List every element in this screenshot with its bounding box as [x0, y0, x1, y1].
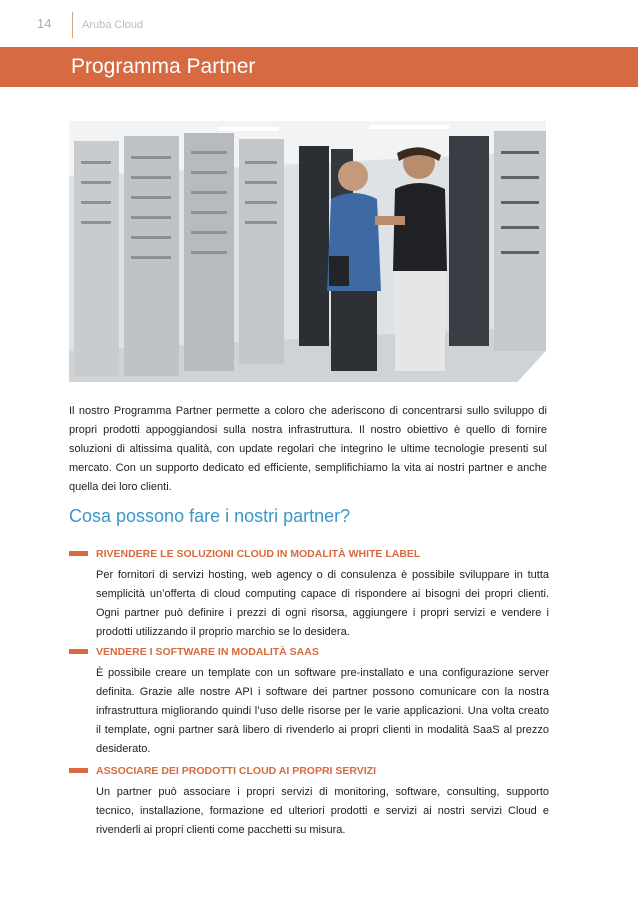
datacenter-photo: [69, 121, 546, 382]
bullet-icon: [69, 551, 88, 556]
header-divider: [72, 12, 73, 38]
list-item: [69, 547, 549, 642]
intro-paragraph: Il nostro Programma Partner permette a coloro che aderiscono di concentrarsi sullo sviluppo di propri prodotti appoggiandosi sulla nostra infrastruttura. Il nostro obiettivo è quello di fornire soluzioni di altissima qualità, con update regolari che integrino le ultime tecnologie presenti sul mercato. Con un supporto dedicato ed efficiente, semplifichiamo la vita ai nostri partner e anche quella dei loro clienti.: [69, 405, 547, 493]
list-item: [69, 764, 549, 840]
page-number: 14: [37, 16, 52, 31]
item-heading: RIVENDERE LE SOLUZIONI CLOUD IN MODALITÀ WHITE LABEL: [96, 548, 421, 560]
item-text: È possibile creare un template con un software pre-installato e una configurazione server definita. Grazie alle nostre API i software dei partner possono comunicare con la nostra infrastruttura migliorando quindi l’uso delle risorse per le varie applicazioni. Una volta creato il template, ogni partner sarà libero di rivenderlo ai propri clienti in modalità SaaS al prezzo desiderato.: [96, 667, 549, 755]
bullet-icon: [69, 768, 88, 773]
list-item: [69, 645, 549, 759]
title-bar: [0, 47, 638, 87]
item-heading: VENDERE I SOFTWARE IN MODALITÀ SAAS: [96, 646, 319, 658]
bullet-icon: [69, 649, 88, 654]
item-heading: ASSOCIARE DEI PRODOTTI CLOUD AI PROPRI SERVIZI: [96, 765, 377, 777]
item-text: Un partner può associare i propri servizi di monitoring, software, consulting, supporto tecnico, installazione, formazione ed ulteriori prodotti e servizi ai nostri servizi Cloud e rivenderli ai propri clienti come pacchetti su misura.: [96, 786, 549, 836]
brand-label: Aruba Cloud: [82, 19, 144, 31]
section-subtitle: Cosa possono fare i nostri partner?: [69, 506, 351, 526]
item-text: Per fornitori di servizi hosting, web agency o di consulenza è possibile sviluppare in tutta semplicità un’offerta di cloud computing capace di rispondere ai bisogni dei propri clienti. Ogni partner può definire i prezzi di ogni risorsa, aggiungere i propri servizi e vendere i prodotti utilizzando il proprio marchio se lo desidera.: [96, 569, 549, 638]
page-title: Programma Partner: [71, 55, 256, 78]
